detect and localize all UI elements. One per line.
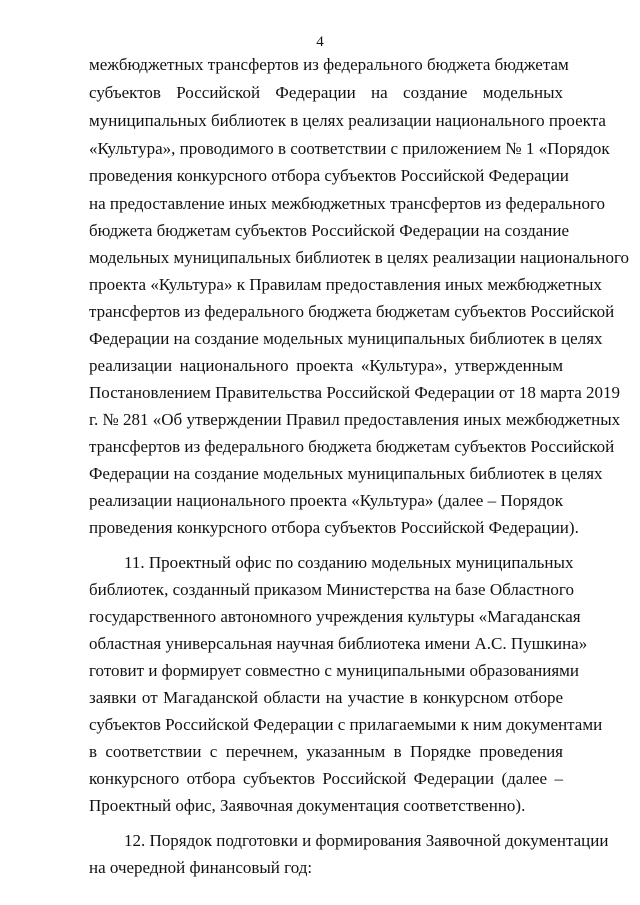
text-line: государственного автономного учреждения культуры «Магаданская [89,607,581,626]
text-line: Постановлением Правительства Российской Федерации от 18 марта 2019 [89,383,621,402]
page-number: 4 [316,34,324,50]
text-line: готовит и формирует совместно с муниципальными образованиями [89,661,580,680]
text-line: библиотек, созданный приказом Министерства на базе Областного [89,580,574,599]
text-line: проведения конкурсного отбора субъектов Российской Федерации [89,166,569,185]
text-line: на очередной финансовый год: [89,858,313,877]
text-line: проведения конкурсного отбора субъектов Российской Федерации). [89,518,579,537]
text-line: «Культура», проводимого в соответствии с приложением № 1 «Порядок [89,139,610,158]
text-line: трансфертов из федерального бюджета бюджетам субъектов Российской [89,437,615,456]
text-line: конкурсного отбора субъектов Российской Федерации (далее – [89,769,563,788]
paragraph-12-start: 12. Порядок подготовки и формирования Заявочной документации [124,831,609,850]
paragraph-11-start: 11. Проектный офис по созданию модельных муниципальных [124,553,574,572]
text-line: областная универсальная научная библиотека имени А.С. Пушкина» [89,634,588,653]
text-line: трансфертов из федерального бюджета бюджетам субъектов Российской [89,302,615,321]
text-line: реализации национального проекта «Культура» (далее – Порядок [89,491,563,510]
text-line: Федерации на создание модельных муниципальных библиотек в целях [89,329,603,348]
text-line: реализации национального проекта «Культура», утвержденным [89,356,563,375]
text-line: субъектов Российской Федерации на создание модельных [89,83,563,102]
text-line: проекта «Культура» к Правилам предоставления иных межбюджетных [89,275,602,294]
text-line: межбюджетных трансфертов из федерального бюджета бюджетам [89,55,569,74]
text-line: субъектов Российской Федерации с прилагаемыми к ним документами [89,715,603,734]
text-line: Проектный офис, Заявочная документация соответственно). [89,796,526,815]
text-line: муниципальных библиотек в целях реализации национального проекта [89,111,606,130]
text-line: в соответствии с перечнем, указанным в Порядке проведения [89,742,563,761]
text-line: на предоставление иных межбюджетных трансфертов из федерального [89,194,606,213]
text-line: заявки от Магаданской области на участие в конкурсном отборе [89,688,563,707]
text-line: модельных муниципальных библиотек в целях реализации национального [89,248,630,267]
text-line: бюджета бюджетам субъектов Российской Федерации на создание [89,221,570,240]
text-line: Федерации на создание модельных муниципальных библиотек в целях [89,464,603,483]
text-line: г. № 281 «Об утверждении Правил предоставления иных межбюджетных [89,410,621,429]
